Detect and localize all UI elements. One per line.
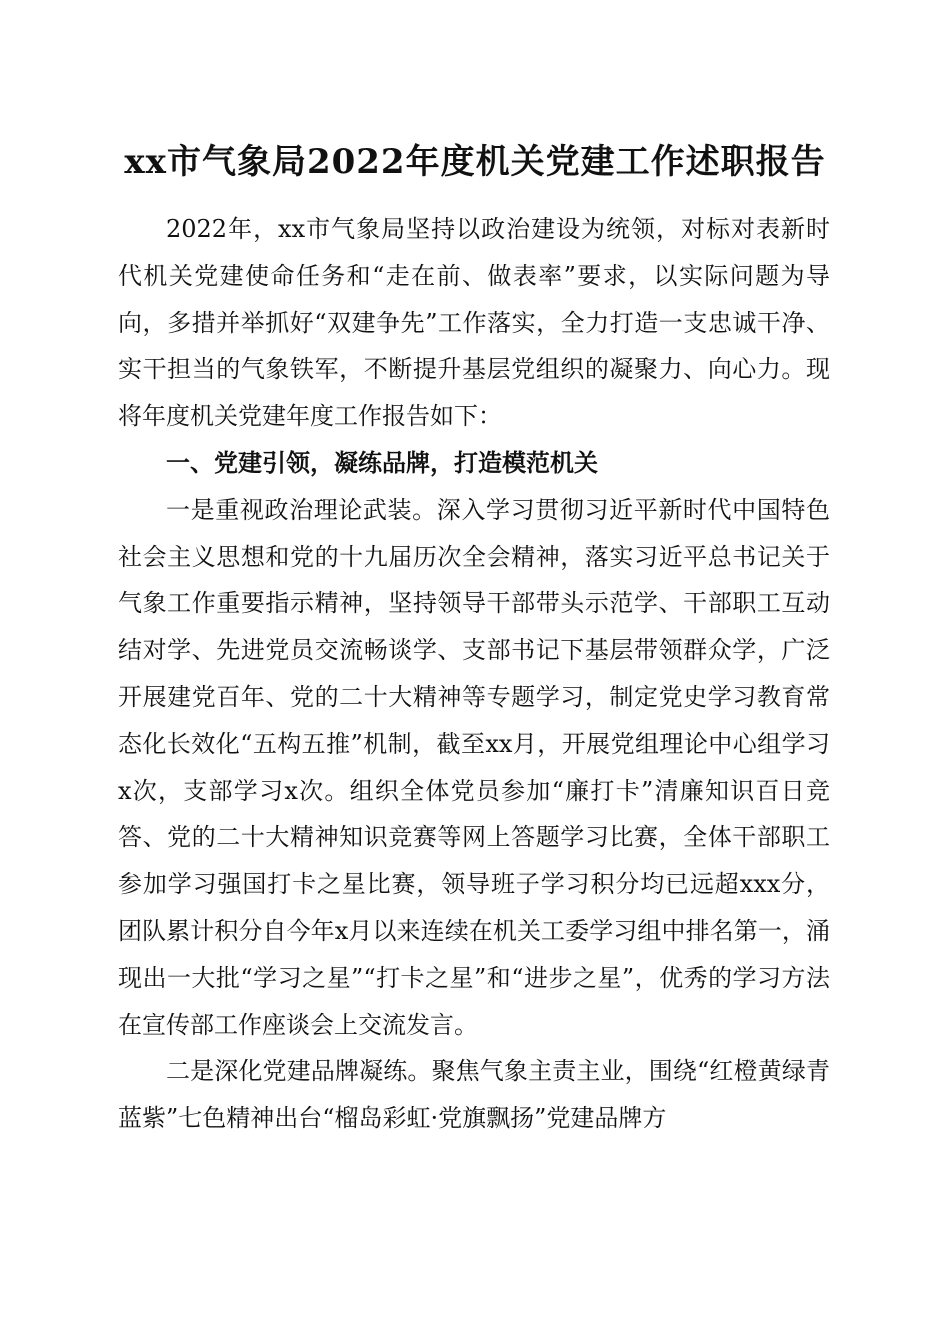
document-title: xx市气象局2022年度机关党建工作述职报告 [124, 142, 826, 182]
intro-paragraph: 2022年，xx市气象局坚持以政治建设为统领，对标对表新时代机关党建使命任务和“走在前、做表率”要求，以实际问题为导向，多措并举抓好“双建争先”工作落实，全力打造一支忠诚干净、实干担当的气象铁军，不断提升基层党组织的凝聚力、向心力。现将年度机关党建年度工作报告如下： [118, 215, 830, 431]
item-1-text: 深入学习贯彻习近平新时代中国特色社会主义思想和党的十九届历次全会精神，落实习近平总书记关于气象工作重要指示精神，坚持领导干部带头示范学、干部职工互动结对学、先进党员交流畅谈学、支部书记下基层带领群众学，广泛开展建党百年、党的二十大精神等专题学习，制定党史学习教育常态化长效化“五构五推”机制，截至xx月，开展党组理论中心组学习x次，支部学习x次。组织全体党员参加“廉打卡”清廉知识百日竞答、党的二十大精神知识竞赛等网上答题学习比赛，全体干部职工参加学习强国打卡之星比赛，领导班子学习积分均已远超xxx分，团队累计积分自今年x月以来连续在机关工委学习组中排名第一，涌现出一大批“学习之星”“打卡之星”和“进步之星”，优秀的学习方法在宣传部工作座谈会上交流发言。 [118, 495, 831, 1039]
section-heading-1: 一、党建引领，凝练品牌，打造模范机关 [166, 448, 598, 477]
document-body [118, 206, 830, 1142]
item-1-lead: 一是重视政治理论武装。 [166, 495, 437, 524]
item-2-paragraph [118, 1048, 830, 1142]
item-2-text: 聚焦气象主责主业，围绕“红橙黄绿青蓝紫”七色精神出台“榴岛彩虹·党旗飘扬”党建品牌方 [118, 1057, 830, 1133]
item-2-lead: 二是深化党建品牌凝练。 [166, 1057, 432, 1086]
item-1-paragraph [118, 487, 830, 1049]
